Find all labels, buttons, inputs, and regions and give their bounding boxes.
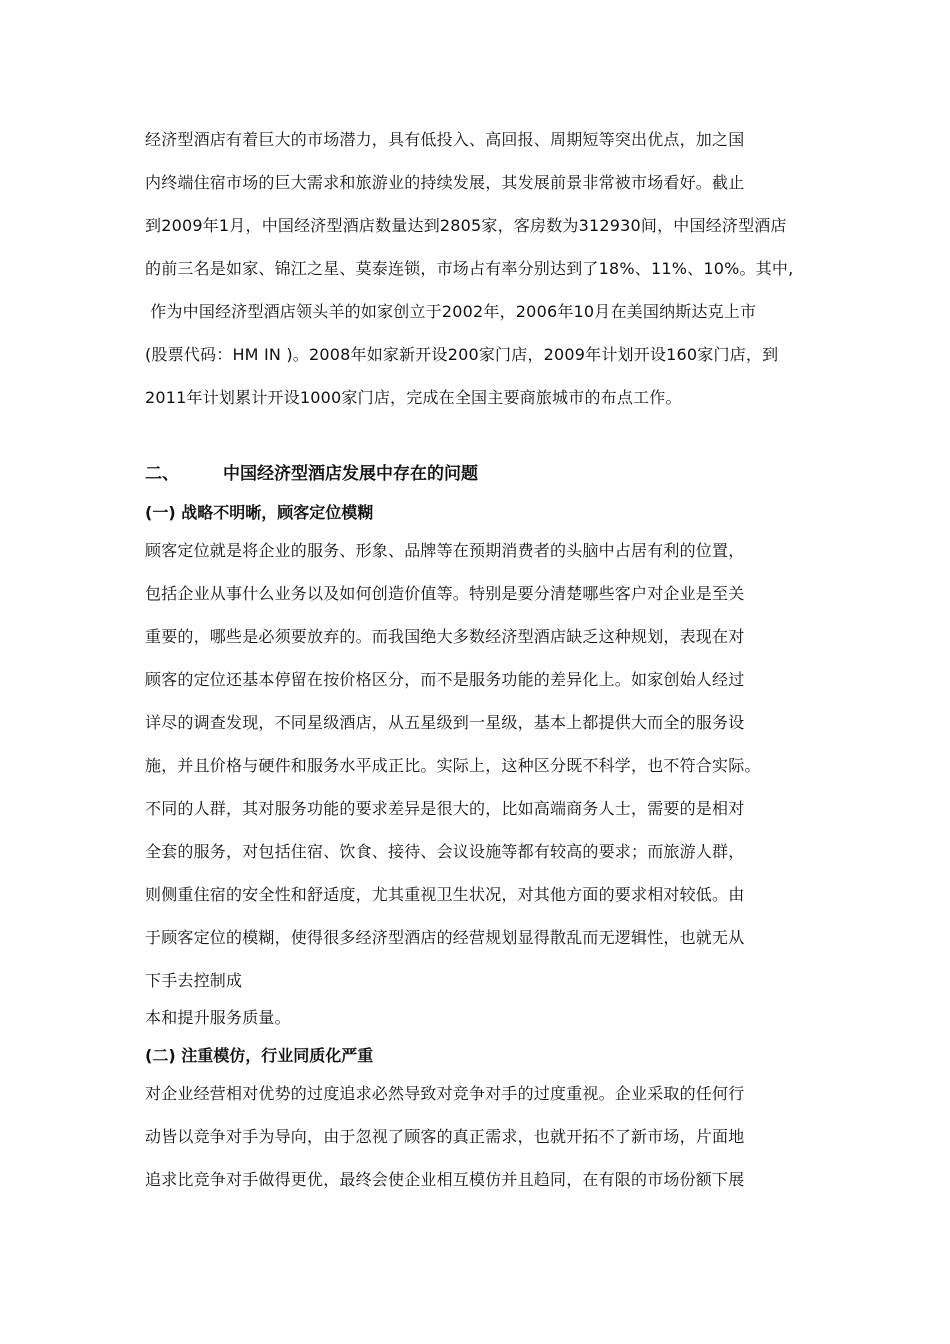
paragraph-line: 则侧重住宿的安全性和舒适度，尤其重视卫生状况，对其他方面的要求相对较低。由 [145,885,745,904]
paragraph-line: 下手去控制成 [145,971,243,990]
subsection-heading: (一) 战略不明晰，顾客定位模糊 [145,503,374,522]
paragraph-line: 不同的人群，其对服务功能的要求差异是很大的，比如高端商务人士，需要的是相对 [145,799,745,818]
paragraph-line: 于顾客定位的模糊，使得很多经济型酒店的经营规划显得散乱而无逻辑性，也就无从 [145,928,745,947]
paragraph-line: 内终端住宿市场的巨大需求和旅游业的持续发展，其发展前景非常被市场看好。截止 [145,173,745,192]
paragraph-line: 详尽的调查发现，不同星级酒店，从五星级到一星级，基本上都提供大而全的服务设 [145,713,745,732]
paragraph-line: 顾客定位就是将企业的服务、形象、品牌等在预期消费者的头脑中占居有利的位置， [145,541,745,560]
paragraph-line: 的前三名是如家、锦江之星、莫泰连锁，市场占有率分别达到了18%、11%、10%。其中, [145,259,794,278]
section-title: 中国经济型酒店发展中存在的问题 [223,464,478,484]
paragraph-line: 作为中国经济型酒店领头羊的如家创立于2002年，2006年10月在美国纳斯达克上市 [145,302,757,321]
paragraph-line: 动皆以竞争对手为导向，由于忽视了顾客的真正需求，也就开拓不了新市场，片面地 [145,1127,745,1146]
subsection-heading: (二) 注重模仿，行业同质化严重 [145,1046,374,1065]
paragraph-line: 顾客的定位还基本停留在按价格区分，而不是服务功能的差异化上。如家创始人经过 [145,670,745,689]
paragraph-line: 到2009年1月，中国经济型酒店数量达到2805家，客房数为312930间，中国经济型酒店 [145,216,787,235]
paragraph-line: 对企业经营相对优势的过度追求必然导致对竞争对手的过度重视。企业采取的任何行 [145,1084,745,1103]
section-heading [145,463,478,485]
paragraph-line: 全套的服务，对包括住宿、饮食、接待、会议设施等都有较高的要求；而旅游人群， [145,842,745,861]
paragraph-line: 经济型酒店有着巨大的市场潜力，具有低投入、高回报、周期短等突出优点，加之国 [145,130,745,149]
paragraph-line: (股票代码：HM IN )。2008年如家新开设200家门店，2009年计划开设160家门店，到 [145,345,779,364]
section-number: 二、 [145,464,179,484]
paragraph-line: 2011年计划累计开设1000家门店，完成在全国主要商旅城市的布点工作。 [145,388,682,407]
paragraph-line: 追求比竞争对手做得更优，最终会使企业相互模仿并且趋同，在有限的市场份额下展 [145,1170,745,1189]
paragraph-line: 重要的，哪些是必须要放弃的。而我国绝大多数经济型酒店缺乏这种规划，表现在对 [145,627,745,646]
paragraph-line: 包括企业从事什么业务以及如何创造价值等。特别是要分清楚哪些客户对企业是至关 [145,584,745,603]
paragraph-line: 本和提升服务质量。 [145,1008,291,1027]
paragraph-line: 施，并且价格与硬件和服务水平成正比。实际上，这种区分既不科学，也不符合实际。 [145,756,761,775]
